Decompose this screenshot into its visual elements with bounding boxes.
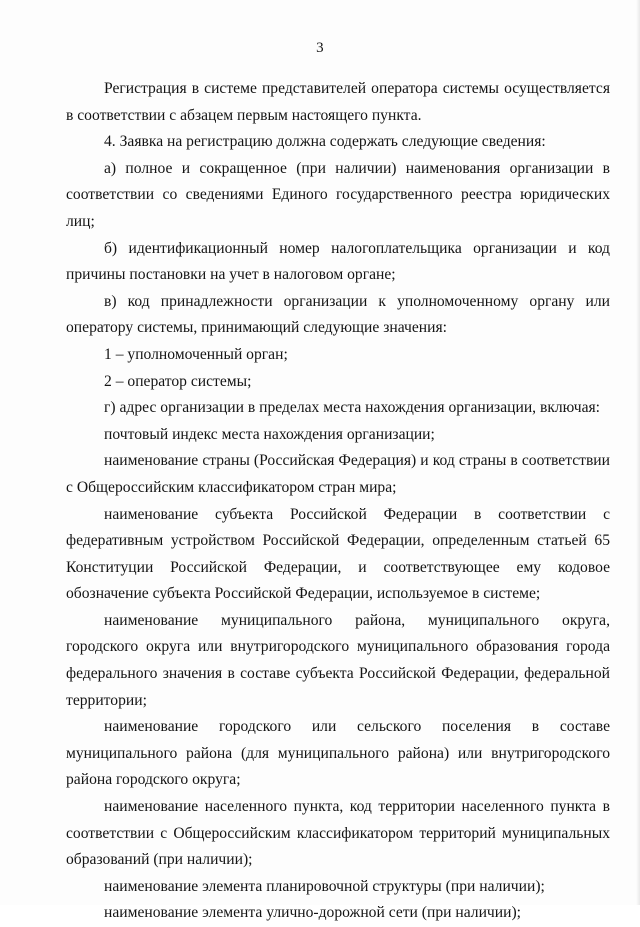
paragraph: 4. Заявка на регистрацию должна содержать следующие сведения: bbox=[104, 133, 546, 151]
paragraph: наименование городского или сельского поселения в составе муниципального района (для муниципального района) или внутригородского района городского округа; bbox=[66, 718, 610, 789]
paragraph: наименование элемента планировочной структуры (при наличии); bbox=[104, 877, 545, 895]
paragraph: а) полное и сокращенное (при наличии) наименования организации в соответствии со сведениями Единого государственного реестра юридических лиц; bbox=[66, 159, 610, 230]
paragraph: Регистрация в системе представителей оператора системы осуществляется в соответствии с абзацем первым настоящего пункта. bbox=[66, 80, 610, 124]
paragraph: 2 – оператор системы; bbox=[104, 372, 252, 390]
paragraph: в) код принадлежности организации к уполномоченному органу или оператору системы, принимающий следующие значения: bbox=[66, 292, 610, 337]
paragraph: наименование муниципального района, муниципального округа, городского округа или внутригородского муниципального образования города федерального значения в составе субъекта Российской Федерации, федеральной территории; bbox=[66, 611, 610, 709]
page-edge-shadow bbox=[636, 0, 640, 905]
paragraph: наименование субъекта Российской Федерации в соответствии с федеративным устройством Российской Федерации, определенным статьей 65 Конституции Российской Федерации, и соответствующее ему кодовое обозначение субъекта Российской Федерации, используемое в системе; bbox=[66, 505, 610, 603]
paragraph: наименование страны (Российская Федерация) и код страны в соответствии с Общероссийским классификатором стран мира; bbox=[66, 452, 610, 496]
paragraph: 1 – уполномоченный орган; bbox=[104, 345, 288, 363]
paragraph: б) идентификационный номер налогоплательщика организации и код причины постановки на учет в налоговом органе; bbox=[66, 239, 610, 284]
paragraph: наименование населенного пункта, код территории населенного пункта в соответствии с Общероссийским классификатором территорий муниципальных образований (при наличии); bbox=[66, 798, 610, 869]
paragraph: почтовый индекс места нахождения организации; bbox=[104, 425, 435, 443]
page-number: 3 bbox=[316, 40, 324, 56]
paragraph: г) адрес организации в пределах места нахождения организации, включая: bbox=[104, 399, 601, 417]
paragraph: наименование элемента улично-дорожной сети (при наличии); bbox=[104, 904, 521, 922]
document-body bbox=[66, 76, 610, 927]
